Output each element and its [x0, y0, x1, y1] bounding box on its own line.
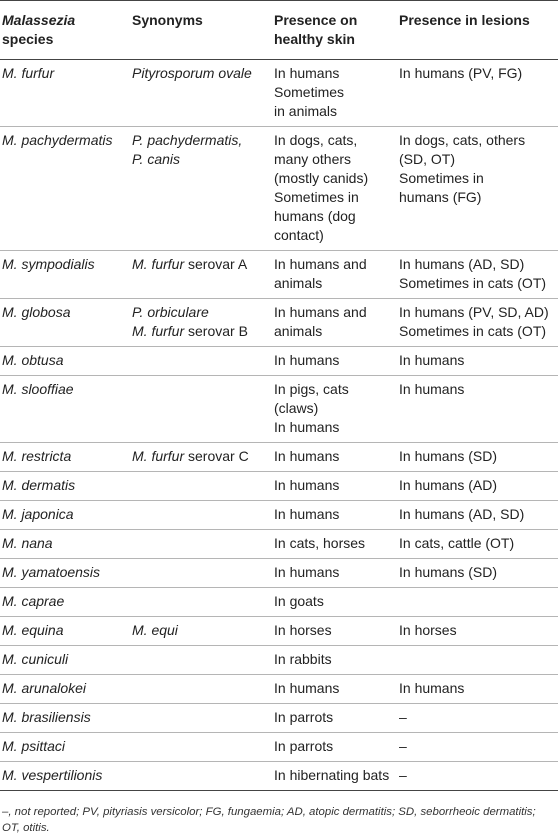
species-cell: M. nana	[0, 530, 125, 559]
lesion-line: –	[399, 738, 407, 754]
lesion-line: In humans (SD)	[399, 564, 498, 580]
header-synonyms: Synonyms	[125, 1, 266, 60]
lesions-cell	[391, 501, 558, 530]
lesion-line: In humans (AD, SD)	[399, 506, 525, 522]
synonym-line: M. equi	[132, 622, 178, 638]
lesions-cell	[391, 675, 558, 704]
synonym-line: Pityrosporum ovale	[132, 65, 252, 81]
lesion-line: In humans (PV, SD, AD)	[399, 304, 549, 320]
healthy-skin-cell	[266, 617, 391, 646]
healthy-skin-cell	[266, 376, 391, 443]
healthy-line: In humans	[274, 680, 340, 696]
synonyms-cell	[125, 472, 266, 501]
healthy-skin-cell	[266, 472, 391, 501]
lesions-cell	[391, 251, 558, 299]
healthy-skin-cell	[266, 443, 391, 472]
healthy-line: In humans	[274, 506, 340, 522]
table-row	[0, 251, 558, 299]
table-row	[0, 127, 558, 251]
synonyms-cell	[125, 127, 266, 251]
synonyms-cell	[125, 443, 266, 472]
lesions-cell	[391, 588, 558, 617]
species-cell: M. brasiliensis	[0, 704, 125, 733]
healthy-skin-cell	[266, 347, 391, 376]
synonyms-cell	[125, 733, 266, 762]
lesion-line: –	[399, 767, 407, 783]
header-lesions: Presence in lesions	[391, 1, 558, 60]
lesions-cell	[391, 472, 558, 501]
species-cell: M. cuniculi	[0, 646, 125, 675]
healthy-line: In pigs, cats	[274, 381, 349, 397]
lesions-cell	[391, 127, 558, 251]
synonyms-cell	[125, 251, 266, 299]
table-row	[0, 530, 558, 559]
species-cell: M. obtusa	[0, 347, 125, 376]
lesion-line: humans (FG)	[399, 189, 482, 205]
lesions-cell	[391, 762, 558, 791]
synonyms-cell	[125, 501, 266, 530]
synonyms-cell	[125, 530, 266, 559]
table-row	[0, 347, 558, 376]
healthy-skin-cell	[266, 704, 391, 733]
healthy-line: In humans	[274, 448, 340, 464]
healthy-line: In humans and	[274, 304, 367, 320]
species-cell: M. arunalokei	[0, 675, 125, 704]
header-species: Malassezia species	[0, 1, 125, 60]
species-cell: M. caprae	[0, 588, 125, 617]
species-cell: M. yamatoensis	[0, 559, 125, 588]
synonyms-cell	[125, 675, 266, 704]
species-cell: M. japonica	[0, 501, 125, 530]
healthy-line: Sometimes in	[274, 189, 359, 205]
healthy-skin-cell	[266, 501, 391, 530]
species-cell: M. sympodialis	[0, 251, 125, 299]
table-footnote: –, not reported; PV, pityriasis versicolor; FG, fungaemia; AD, atopic dermatitis; SD, seborrheoic dermatitis; OT, otitis.	[2, 806, 536, 834]
lesion-line: In humans (AD)	[399, 477, 498, 493]
table-row	[0, 376, 558, 443]
synonym-serovar: serovar C	[184, 448, 249, 464]
header-row	[0, 1, 558, 60]
healthy-line: In humans and	[274, 256, 367, 272]
healthy-line: In humans	[274, 564, 340, 580]
lesion-line: In humans	[399, 352, 465, 368]
lesion-line: Sometimes in cats (OT)	[399, 323, 547, 339]
lesion-line: In humans (AD, SD)	[399, 256, 525, 272]
synonym-line: P. pachydermatis,	[132, 132, 243, 148]
synonym-genus: M. furfur	[132, 323, 185, 339]
lesion-line: In humans	[399, 680, 465, 696]
synonyms-cell	[125, 588, 266, 617]
healthy-skin-cell	[266, 530, 391, 559]
healthy-line: humans (dog	[274, 208, 356, 224]
table-row	[0, 675, 558, 704]
table-row	[0, 704, 558, 733]
healthy-skin-cell	[266, 559, 391, 588]
healthy-line: animals	[274, 323, 323, 339]
species-cell: M. dermatis	[0, 472, 125, 501]
healthy-line: In horses	[274, 622, 332, 638]
table-row	[0, 646, 558, 675]
synonyms-cell	[125, 347, 266, 376]
healthy-skin-cell	[266, 60, 391, 127]
synonyms-cell	[125, 704, 266, 733]
lesions-cell	[391, 646, 558, 675]
lesions-cell	[391, 559, 558, 588]
synonym-line	[132, 255, 266, 274]
synonym-genus: M. furfur	[132, 448, 185, 464]
synonyms-cell	[125, 299, 266, 347]
healthy-line: In humans	[274, 65, 340, 81]
healthy-line: In parrots	[274, 738, 334, 754]
lesion-line: In humans (SD)	[399, 448, 498, 464]
species-cell: M. furfur	[0, 60, 125, 127]
lesion-line: In humans	[399, 381, 465, 397]
lesion-line: In horses	[399, 622, 457, 638]
species-cell: M. equina	[0, 617, 125, 646]
synonyms-cell	[125, 376, 266, 443]
healthy-line: In parrots	[274, 709, 334, 725]
healthy-line: (mostly canids)	[274, 170, 369, 186]
healthy-line: In dogs, cats,	[274, 132, 358, 148]
lesion-line: Sometimes in cats (OT)	[399, 275, 547, 291]
synonym-genus: M. furfur	[132, 256, 185, 272]
species-cell: M. vespertilionis	[0, 762, 125, 791]
lesions-cell	[391, 299, 558, 347]
healthy-line: (claws)	[274, 400, 319, 416]
species-cell: M. pachydermatis	[0, 127, 125, 251]
table-row	[0, 60, 558, 127]
lesion-line: (SD, OT)	[399, 151, 455, 167]
table-row	[0, 588, 558, 617]
lesion-line: –	[399, 709, 407, 725]
healthy-line: Sometimes	[274, 84, 345, 100]
synonyms-cell	[125, 60, 266, 127]
synonyms-cell	[125, 559, 266, 588]
table-row	[0, 559, 558, 588]
synonym-serovar: serovar A	[184, 256, 248, 272]
healthy-line: In humans	[274, 477, 340, 493]
synonym-line: P. orbiculare	[132, 304, 209, 320]
healthy-skin-cell	[266, 251, 391, 299]
synonym-line	[132, 322, 266, 341]
healthy-line: many others	[274, 151, 352, 167]
lesions-cell	[391, 617, 558, 646]
healthy-line: In humans	[274, 419, 340, 435]
lesions-cell	[391, 530, 558, 559]
healthy-line: In humans	[274, 352, 340, 368]
healthy-line: In goats	[274, 593, 324, 609]
header-healthy-skin: Presence on healthy skin	[266, 1, 391, 60]
lesions-cell	[391, 443, 558, 472]
table-row	[0, 443, 558, 472]
table-row	[0, 617, 558, 646]
lesions-cell	[391, 733, 558, 762]
lesion-line: In dogs, cats, others	[399, 132, 526, 148]
synonyms-cell	[125, 617, 266, 646]
lesion-line: In cats, cattle (OT)	[399, 535, 515, 551]
synonym-line	[132, 447, 266, 466]
lesion-line: In humans (PV, FG)	[399, 65, 523, 81]
healthy-skin-cell	[266, 646, 391, 675]
species-cell: M. psittaci	[0, 733, 125, 762]
table-row	[0, 472, 558, 501]
healthy-skin-cell	[266, 762, 391, 791]
synonym-serovar: serovar B	[184, 323, 248, 339]
table-row	[0, 501, 558, 530]
healthy-line: animals	[274, 275, 323, 291]
table-row	[0, 733, 558, 762]
table-row	[0, 299, 558, 347]
lesions-cell	[391, 347, 558, 376]
healthy-line: In cats, horses	[274, 535, 366, 551]
synonyms-cell	[125, 762, 266, 791]
lesions-cell	[391, 704, 558, 733]
healthy-line: In rabbits	[274, 651, 332, 667]
synonym-line: P. canis	[132, 151, 180, 167]
species-cell: M. slooffiae	[0, 376, 125, 443]
healthy-skin-cell	[266, 127, 391, 251]
healthy-line: In hibernating bats	[274, 767, 390, 783]
healthy-skin-cell	[266, 675, 391, 704]
healthy-line: in animals	[274, 103, 338, 119]
table-row	[0, 762, 558, 791]
healthy-skin-cell	[266, 588, 391, 617]
lesion-line: Sometimes in	[399, 170, 484, 186]
healthy-skin-cell	[266, 733, 391, 762]
lesions-cell	[391, 376, 558, 443]
synonyms-cell	[125, 646, 266, 675]
healthy-line: contact)	[274, 227, 324, 243]
lesions-cell	[391, 60, 558, 127]
species-cell: M. globosa	[0, 299, 125, 347]
species-cell: M. restricta	[0, 443, 125, 472]
healthy-skin-cell	[266, 299, 391, 347]
